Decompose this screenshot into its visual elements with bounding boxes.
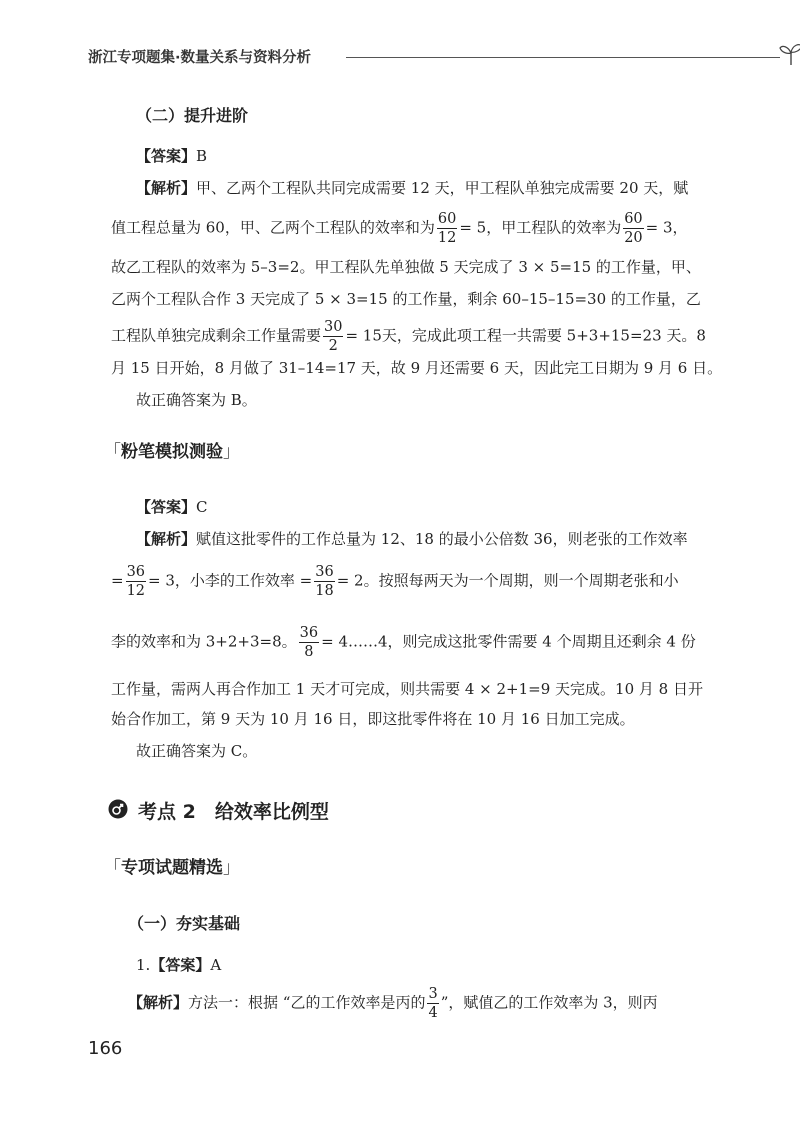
mock-analysis-line-1 bbox=[136, 529, 688, 549]
analysis-text: 李的效率和为 3+2+3=8。 bbox=[111, 632, 297, 651]
analysis-line-6: 月 15 日开始，8 月做了 31–14=17 天，故 9 月还需要 6 天，因此完工日期为 9 月 6 日。 bbox=[111, 359, 723, 377]
fraction-60-12 bbox=[437, 210, 457, 247]
bracket-close: 」 bbox=[223, 442, 240, 462]
sprout-icon bbox=[778, 42, 800, 66]
analysis-text: ”，赋值乙的工作效率为 3，则丙 bbox=[440, 993, 658, 1012]
fraction-36-18 bbox=[314, 563, 334, 600]
answer-label: 【答案】 bbox=[136, 498, 197, 516]
mock-analysis-line-4: 工作量，需两人再合作加工 1 天才可完成，则共需要 4 × 2+1=9 天完成。10 月 8 日开 bbox=[111, 680, 703, 698]
analysis-text: = 5，甲工程队的效率为 bbox=[459, 218, 622, 237]
answer-label: 【答案】 bbox=[136, 147, 197, 165]
question-1-answer bbox=[136, 955, 221, 975]
analysis-text: 值工程总量为 60，甲、乙两个工程队的效率和为 bbox=[111, 218, 435, 237]
bracket-open: 「 bbox=[104, 442, 121, 462]
answer-label: 【答案】 bbox=[150, 956, 211, 974]
answer-value: C bbox=[196, 498, 208, 516]
page-header bbox=[88, 42, 728, 72]
answer-line-mock bbox=[136, 497, 208, 517]
special-title-text: 专项试题精选 bbox=[121, 858, 223, 878]
analysis-line-3: 故乙工程队的效率为 5–3=2。甲工程队先单独做 5 天完成了 3 × 5=15 的工作量，甲、 bbox=[111, 258, 701, 276]
fraction-numerator: 3 bbox=[428, 986, 438, 1002]
fraction-numerator: 36 bbox=[126, 564, 146, 580]
header-rule bbox=[346, 57, 780, 58]
header-title: 浙江专项题集·数量关系与资料分析 bbox=[88, 50, 312, 66]
special-title bbox=[104, 858, 240, 878]
fraction-numerator: 60 bbox=[624, 211, 643, 227]
fraction-denominator: 12 bbox=[437, 230, 457, 246]
analysis-text: = 2。按照每两天为一个周期，则一个周期老张和小 bbox=[336, 571, 679, 590]
fraction-30-2 bbox=[323, 318, 343, 355]
key-point-title: 考点 2 给效率比例型 bbox=[138, 801, 329, 823]
fraction-60-20 bbox=[623, 210, 643, 247]
analysis-text: = 3，小李的工作效率 = bbox=[148, 571, 313, 590]
question-number: 1. bbox=[136, 956, 151, 974]
section-heading-advanced: （二）提升进阶 bbox=[136, 106, 249, 125]
analysis-label: 【解析】 bbox=[136, 530, 197, 548]
mock-analysis-line-5: 始合作加工，第 9 天为 10 月 16 日，即这批零件将在 10 月 16 日加工完成。 bbox=[111, 710, 635, 728]
analysis-text: = 15天，完成此项工程一共需要 5+3+15=23 天。8 bbox=[345, 326, 706, 345]
analysis-text: 甲、乙两个工程队共同完成需要 12 天，甲工程队单独完成需要 20 天，赋 bbox=[196, 179, 689, 197]
key-point-icon bbox=[108, 799, 128, 819]
bracket-close: 」 bbox=[223, 858, 240, 878]
analysis-text: = bbox=[111, 571, 124, 590]
conclusion-advanced: 故正确答案为 B。 bbox=[136, 391, 257, 409]
mock-test-title-text: 粉笔模拟测验 bbox=[121, 442, 223, 462]
analysis-text: = 4……4，则完成这批零件需要 4 个周期且还剩余 4 份 bbox=[321, 632, 696, 651]
analysis-text: 方法一：根据 “乙的工作效率是丙的 bbox=[188, 993, 426, 1012]
fraction-denominator: 20 bbox=[624, 230, 643, 246]
fraction-3-4 bbox=[427, 985, 438, 1022]
bracket-open: 「 bbox=[104, 858, 121, 878]
mock-test-title bbox=[104, 442, 240, 462]
answer-line-advanced bbox=[136, 146, 207, 166]
fraction-denominator: 8 bbox=[304, 644, 314, 660]
fraction-36-8 bbox=[299, 624, 319, 661]
analysis-line-4: 乙两个工程队合作 3 天完成了 5 × 3=15 的工作量，剩余 60–15–15=30 的工作量，乙 bbox=[111, 290, 701, 308]
analysis-text: 赋值这批零件的工作总量为 12、18 的最小公倍数 36，则老张的工作效率 bbox=[196, 530, 688, 548]
fraction-denominator: 18 bbox=[315, 583, 334, 599]
fraction-numerator: 36 bbox=[299, 625, 319, 641]
section-heading-basic: （一）夯实基础 bbox=[128, 914, 241, 933]
conclusion-mock: 故正确答案为 C。 bbox=[136, 742, 258, 760]
fraction-numerator: 36 bbox=[315, 564, 334, 580]
answer-value: B bbox=[196, 147, 208, 165]
analysis-text: = 3， bbox=[645, 218, 688, 237]
analysis-text: 工程队单独完成剩余工作量需要 bbox=[111, 326, 322, 345]
fraction-denominator: 4 bbox=[428, 1005, 438, 1021]
question-1-analysis bbox=[128, 985, 658, 1022]
mock-analysis-line-3 bbox=[111, 624, 696, 661]
fraction-denominator: 12 bbox=[126, 583, 146, 599]
page-number: 166 bbox=[88, 1038, 123, 1059]
analysis-line-1 bbox=[136, 178, 688, 198]
fraction-numerator: 60 bbox=[437, 211, 457, 227]
analysis-label: 【解析】 bbox=[136, 179, 197, 197]
analysis-line-2 bbox=[111, 210, 688, 247]
analysis-label: 【解析】 bbox=[128, 993, 189, 1012]
fraction-36-12 bbox=[126, 563, 146, 600]
fraction-numerator: 30 bbox=[324, 319, 343, 335]
answer-value: A bbox=[210, 956, 222, 974]
mock-analysis-line-2 bbox=[111, 563, 679, 600]
fraction-denominator: 2 bbox=[328, 338, 338, 354]
analysis-line-5 bbox=[111, 318, 706, 355]
